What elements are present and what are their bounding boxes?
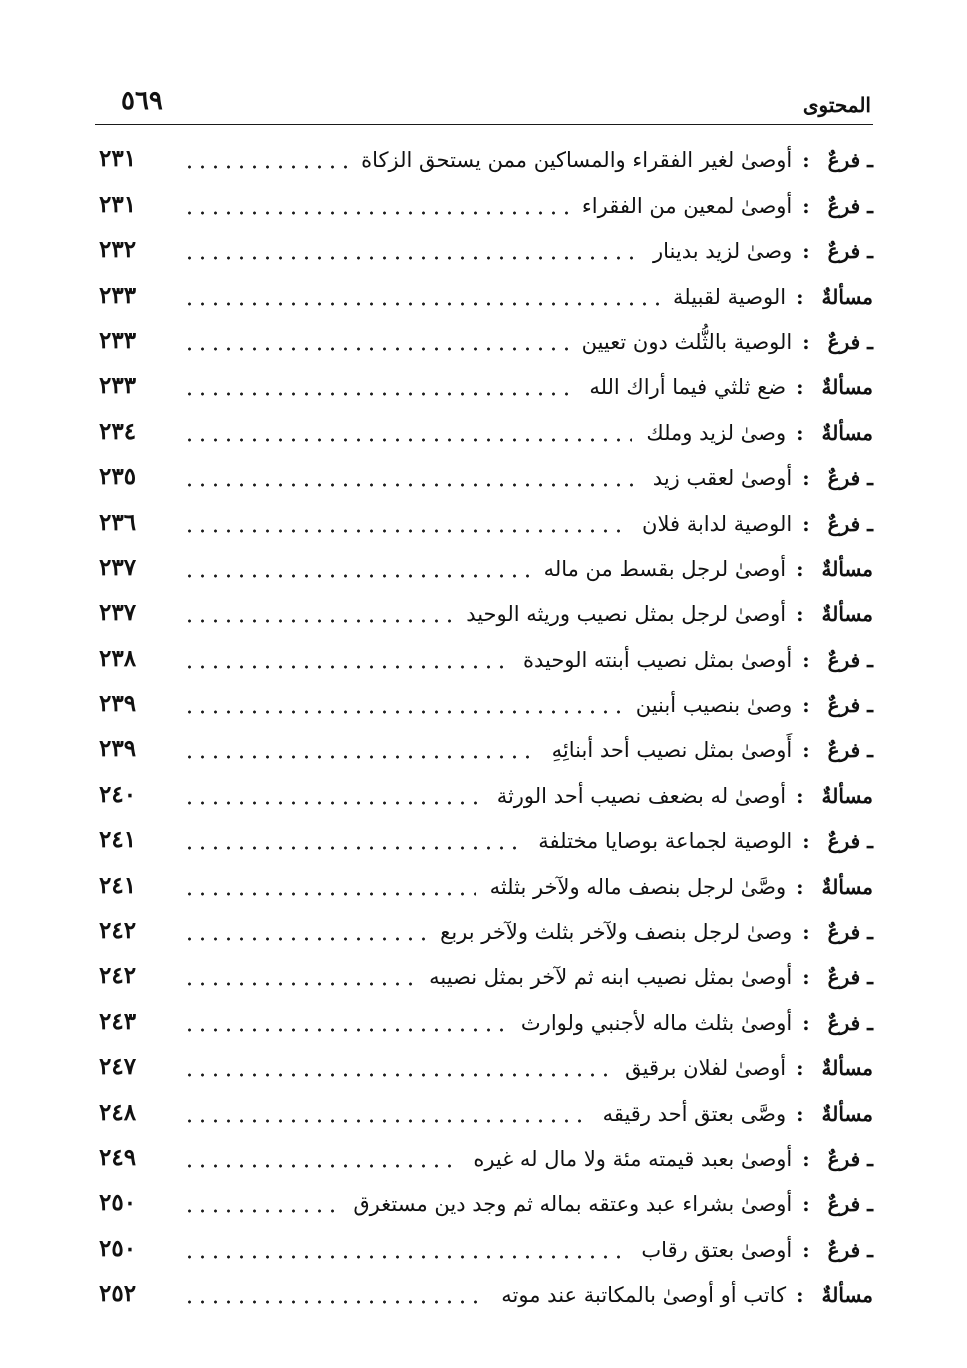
toc-entry (95, 857, 873, 902)
entry-separator: : (802, 466, 810, 491)
entry-page-number: ٢٣١ (99, 190, 137, 218)
toc-entry (95, 1039, 873, 1084)
entry-separator: : (796, 783, 804, 808)
entry-page-number: ٢٥٠ (99, 1189, 137, 1217)
entry-page-number: ٢٤١ (99, 826, 137, 854)
toc-entry (95, 1084, 873, 1129)
entry-page-number: ٢٣٣ (99, 281, 137, 309)
dot-leader (183, 1281, 487, 1305)
dot-leader (183, 510, 628, 534)
page-number: ٥٦٩ (121, 86, 163, 116)
entry-type-label: ـ فرعٌ (827, 466, 873, 491)
dot-leader (183, 782, 483, 806)
toc-entry (95, 948, 873, 993)
dot-leader (183, 237, 639, 261)
entry-type-label: ـ فرعٌ (827, 148, 873, 173)
dot-leader (183, 1190, 339, 1214)
entry-type-label: مسألةٌ (821, 874, 873, 899)
dot-leader (183, 146, 347, 170)
entry-title: أوصىٰ له بضعف نصيب أحد الورثة (496, 783, 787, 808)
toc-entry (95, 993, 873, 1038)
entry-type-label: مسألةٌ (821, 1283, 873, 1308)
toc-entry (95, 176, 873, 221)
entry-type-label: مسألةٌ (821, 602, 873, 627)
toc-entry (95, 630, 873, 675)
toc-entry (95, 131, 873, 176)
entry-page-number: ٢٣٢ (99, 236, 137, 264)
toc-entry (95, 494, 873, 539)
entry-title: الوصية لجماعة بوصايا مختلفة (538, 829, 793, 854)
dot-leader (183, 918, 426, 942)
entry-separator: : (796, 602, 804, 627)
entry-separator: : (802, 148, 810, 173)
entry-type-label: ـ فرعٌ (827, 829, 873, 854)
entry-page-number: ٢٣٣ (99, 372, 137, 400)
dot-leader (183, 419, 632, 443)
toc-entry (95, 222, 873, 267)
entry-title: كاتب أو أوصىٰ بالمكاتبة عند موته (501, 1283, 787, 1308)
dot-leader (183, 328, 568, 352)
entry-title: أَوصىٰ بمثل نصيب أحد أبنائِهِ (551, 738, 793, 763)
entry-separator: : (802, 1146, 810, 1171)
entry-title: الوصية لقبيلة (673, 284, 787, 309)
entry-separator: : (802, 1192, 810, 1217)
toc-entry (95, 267, 873, 312)
dot-leader (183, 873, 476, 897)
entry-type-label: مسألةٌ (821, 284, 873, 309)
toc-entry (95, 403, 873, 448)
toc-entry (95, 812, 873, 857)
entry-page-number: ٢٣٧ (99, 553, 137, 581)
entry-page-number: ٢٣٧ (99, 599, 137, 627)
entry-type-label: ـ فرعٌ (827, 1192, 873, 1217)
entry-separator: : (796, 556, 804, 581)
toc-entry (95, 676, 873, 721)
entry-title: أوصىٰ لرجل بقسط من ماله (543, 556, 787, 581)
dot-leader (183, 646, 509, 670)
dot-leader (183, 1054, 611, 1078)
entry-separator: : (796, 1056, 804, 1081)
running-title: المحتوى (802, 93, 871, 117)
entry-page-number: ٢٣٦ (99, 508, 137, 536)
entry-type-label: ـ فرعٌ (827, 511, 873, 536)
entry-type-label: مسألةٌ (821, 375, 873, 400)
entry-page-number: ٢٥٠ (99, 1234, 137, 1262)
entry-separator: : (802, 693, 810, 718)
entry-type-label: مسألةٌ (821, 420, 873, 445)
entry-title: وصىٰ لزيد وملك (646, 420, 787, 445)
entry-page-number: ٢٤٠ (99, 780, 137, 808)
dot-leader (183, 192, 568, 216)
entry-title: أوصىٰ لغير الفقراء والمساكين ممن يستحق الزكاة (361, 148, 793, 173)
entry-page-number: ٢٣٩ (99, 690, 137, 718)
entry-title: أوصىٰ لرجل بمثل نصيب وريثه الوحيد (466, 602, 787, 627)
entry-type-label: مسألةٌ (821, 556, 873, 581)
entry-page-number: ٢٥٢ (99, 1280, 137, 1308)
dot-leader (183, 283, 659, 307)
entry-page-number: ٢٤٧ (99, 1053, 137, 1081)
entry-separator: : (796, 420, 804, 445)
entry-title: أوصىٰ بمثل نصيب أبنته الوحيدة (522, 647, 793, 672)
dot-leader (183, 691, 622, 715)
toc-entry (95, 358, 873, 403)
entry-type-label: مسألةٌ (821, 783, 873, 808)
toc-entry (95, 585, 873, 630)
entry-title: أوصىٰ بعتق رقاب (641, 1237, 793, 1262)
toc-entry (95, 313, 873, 358)
entry-title: وصىٰ لرجل بنصف ولآخر بثلث ولآخر بربع (440, 920, 793, 945)
dot-leader (183, 373, 575, 397)
page-header (95, 84, 873, 125)
toc-entry (95, 449, 873, 494)
entry-separator: : (802, 1237, 810, 1262)
entry-title: وصَّىٰ لرجل بنصف ماله ولآخر بثلثه (489, 874, 787, 899)
entry-page-number: ٢٣٩ (99, 735, 137, 763)
dot-leader (183, 464, 639, 488)
dot-leader (183, 1009, 507, 1033)
entry-separator: : (802, 738, 810, 763)
toc-entry (95, 1220, 873, 1265)
dot-leader (183, 555, 530, 579)
entry-type-label: مسألةٌ (821, 1101, 873, 1126)
entry-separator: : (796, 874, 804, 899)
entry-title: أوصىٰ بعبد قيمته مئة ولا مال له غيره (473, 1146, 793, 1171)
entry-type-label: ـ فرعٌ (827, 738, 873, 763)
dot-leader (183, 963, 415, 987)
entry-separator: : (802, 511, 810, 536)
entry-separator: : (796, 284, 804, 309)
entry-separator: : (796, 375, 804, 400)
entry-separator: : (802, 920, 810, 945)
entry-type-label: ـ فرعٌ (827, 920, 873, 945)
entry-type-label: ـ فرعٌ (827, 965, 873, 990)
toc-entry (95, 1175, 873, 1220)
entry-title: أوصىٰ بثلث ماله لأجنبي ولوارث (520, 1010, 793, 1035)
entry-page-number: ٢٣١ (99, 145, 137, 173)
entry-page-number: ٢٤٢ (99, 962, 137, 990)
entry-title: أوصىٰ لعقب زيد (652, 466, 793, 491)
dot-leader (183, 1145, 459, 1169)
toc-entry (95, 721, 873, 766)
toc-entry (95, 540, 873, 585)
entry-page-number: ٢٤٣ (99, 1007, 137, 1035)
table-of-contents (95, 131, 873, 1311)
entry-page-number: ٢٣٣ (99, 326, 137, 354)
entry-page-number: ٢٤٢ (99, 917, 137, 945)
entry-type-label: ـ فرعٌ (827, 193, 873, 218)
entry-page-number: ٢٤٩ (99, 1143, 137, 1171)
entry-title: ضع ثلثي فيما أراك الله (589, 375, 787, 400)
toc-entry (95, 1130, 873, 1175)
dot-leader (183, 1236, 627, 1260)
toc-entry (95, 766, 873, 811)
entry-separator: : (802, 965, 810, 990)
entry-title: الوصية لدابة فلان (642, 511, 793, 536)
entry-type-label: ـ فرعٌ (827, 1010, 873, 1035)
entry-title: أوصىٰ لفلان برقيق (625, 1056, 787, 1081)
entry-page-number: ٢٣٤ (99, 417, 137, 445)
toc-entry (95, 1266, 873, 1311)
entry-type-label: ـ فرعٌ (827, 647, 873, 672)
entry-separator: : (796, 1283, 804, 1308)
entry-separator: : (802, 239, 810, 264)
entry-separator: : (802, 193, 810, 218)
entry-title: أوصىٰ لمعين من الفقراء (581, 193, 793, 218)
entry-type-label: ـ فرعٌ (827, 329, 873, 354)
entry-page-number: ٢٤٨ (99, 1098, 137, 1126)
dot-leader (183, 600, 452, 624)
entry-type-label: ـ فرعٌ (827, 1237, 873, 1262)
entry-type-label: ـ فرعٌ (827, 693, 873, 718)
entry-type-label: مسألةٌ (821, 1056, 873, 1081)
entry-separator: : (802, 829, 810, 854)
entry-title: أوصىٰ بمثل نصيب ابنه ثم لآخر بمثل نصيبه (429, 965, 793, 990)
entry-separator: : (802, 647, 810, 672)
entry-page-number: ٢٤١ (99, 871, 137, 899)
entry-title: الوصية بالثُّلث دون تعيين (581, 329, 793, 354)
entry-type-label: ـ فرعٌ (827, 1146, 873, 1171)
entry-page-number: ٢٣٨ (99, 644, 137, 672)
dot-leader (183, 1100, 589, 1124)
entry-page-number: ٢٣٥ (99, 463, 137, 491)
entry-title: وصىٰ بنصيب أبنين (635, 693, 793, 718)
toc-entry (95, 903, 873, 948)
entry-title: أوصىٰ بشراء عبد وعتقه بماله ثم وجد دين مستغرق (353, 1192, 793, 1217)
entry-separator: : (796, 1101, 804, 1126)
entry-title: وصىٰ لزيد بدينار (652, 239, 793, 264)
entry-separator: : (802, 1010, 810, 1035)
dot-leader (183, 827, 524, 851)
entry-type-label: ـ فرعٌ (827, 239, 873, 264)
entry-title: وصَّى بعتق أحد رقيقه (602, 1101, 787, 1126)
entry-separator: : (802, 329, 810, 354)
dot-leader (183, 736, 538, 760)
